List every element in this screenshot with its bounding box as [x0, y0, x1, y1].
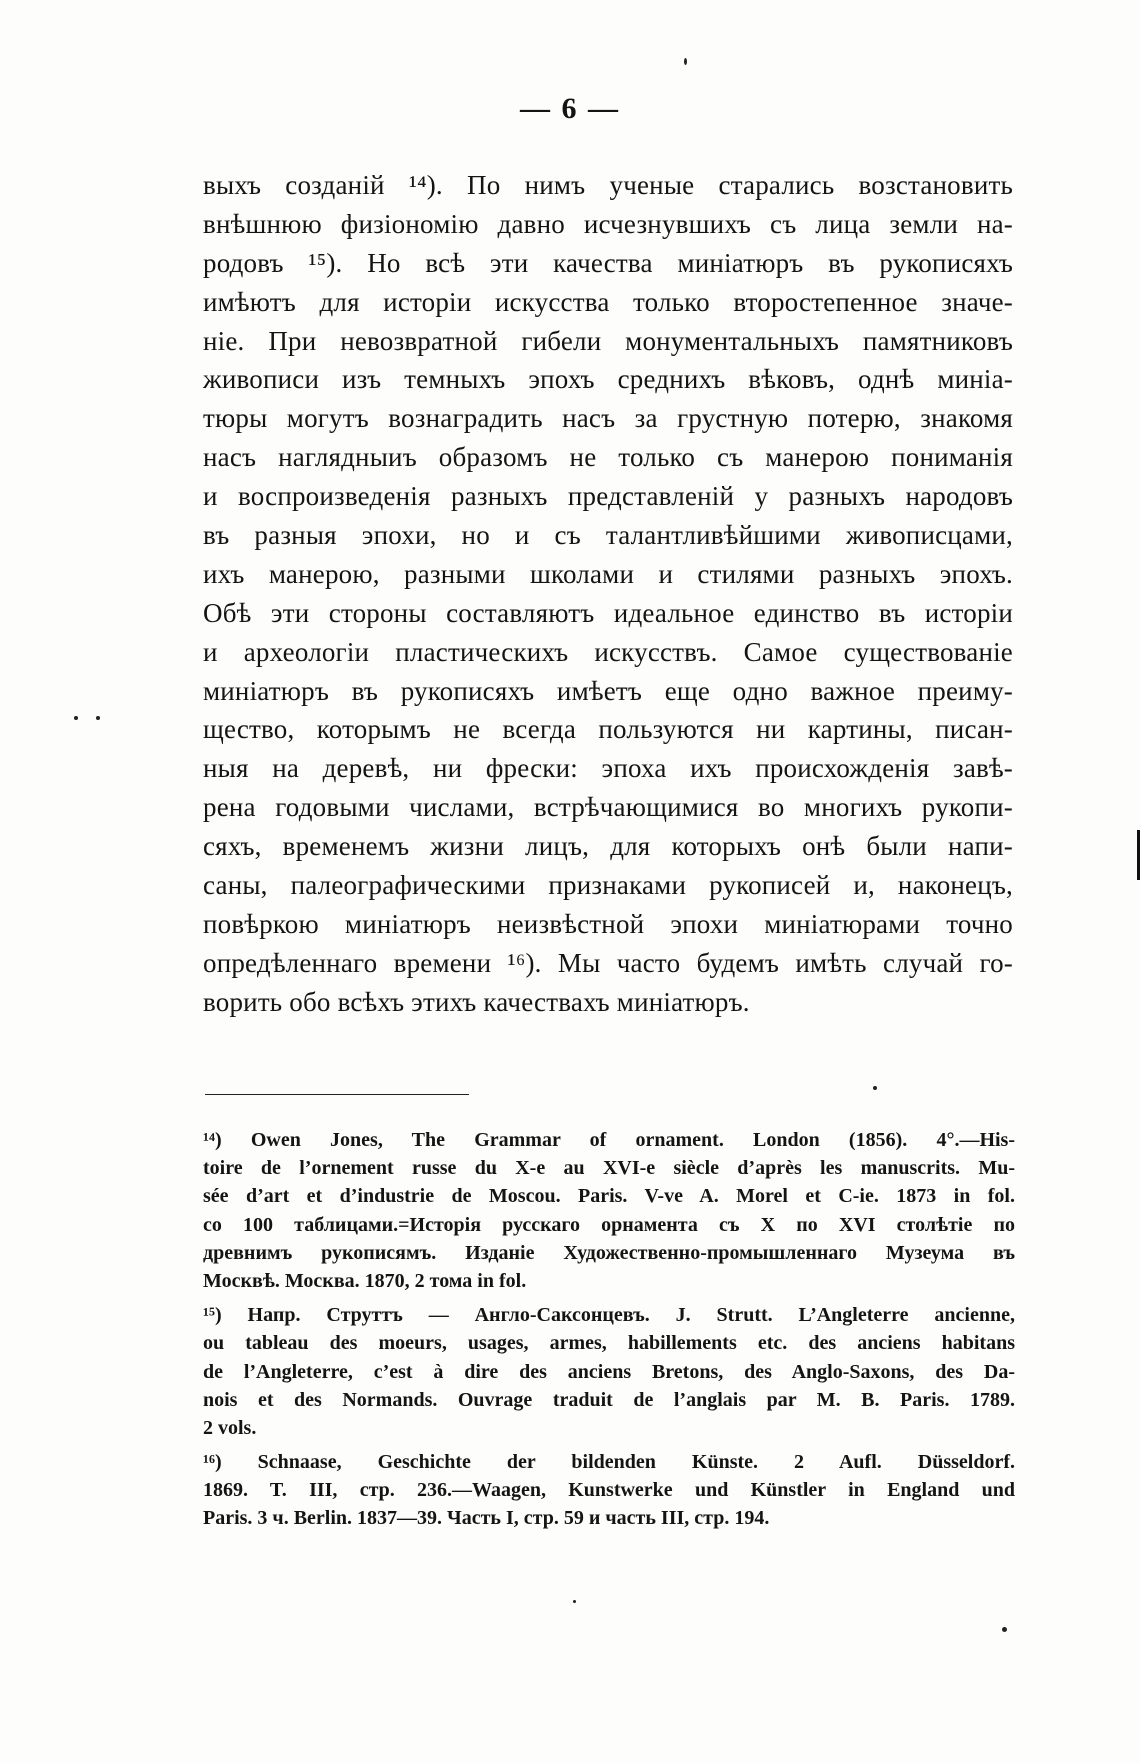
- body-line: щество, которымъ не всегда пользуются ни картины, писан-: [203, 714, 1013, 745]
- body-line: рена годовыми числами, встрѣчающимися во многихъ рукопи-: [203, 792, 1013, 823]
- footnote-line: ¹⁶) Schnaase, Geschichte der bildenden Künste. 2 Aufl. Düsseldorf.: [203, 1451, 1015, 1474]
- scan-speck: [74, 716, 78, 720]
- body-line: тюры могутъ вознаградить насъ за грустную потерю, знакомя: [203, 403, 1013, 434]
- body-line: ніе. При невозвратной гибели монументальныхъ памятниковъ: [203, 325, 1013, 356]
- body-line: въ разныя эпохи, но и съ талантливѣйшими живописцами,: [203, 520, 1013, 551]
- footnotes-block: [203, 1126, 1015, 1533]
- body-line: повѣркою миніатюръ неизвѣстной эпохи миніатюрами точно: [203, 908, 1013, 939]
- body-line: и воспроизведенія разныхъ представленій у разныхъ народовъ: [203, 481, 1013, 512]
- footnote-line: de l’Angleterre, c’est à dire des anciens Bretons, des Anglo-Saxons, des Da-: [203, 1360, 1015, 1383]
- body-line: ныя на деревѣ, ни фрески: эпоха ихъ происхожденія завѣ-: [203, 753, 1013, 784]
- scan-speck: [1002, 1627, 1007, 1632]
- body-line: выхъ созданій ¹⁴). По нимъ ученые старались возстановить: [203, 170, 1013, 200]
- body-line: Обѣ эти стороны составляютъ идеальное единство въ исторіи: [203, 597, 1013, 628]
- footnote-line: 1869. T. III, стр. 236.—Waagen, Kunstwerke und Künstler in England und: [203, 1479, 1015, 1502]
- body-line: внѣшнюю физіономію давно исчезнувшихъ съ лица земли на-: [203, 208, 1013, 239]
- body-line: ихъ манерою, разными школами и стилями разныхъ эпохъ.: [203, 558, 1013, 589]
- footnote-line: sée d’art et d’industrie de Moscou. Paris. V-ve A. Morel et C-ie. 1873 in fol.: [203, 1185, 1015, 1208]
- footnote-line: 2 vols.: [203, 1416, 257, 1439]
- scan-speck: [684, 58, 687, 65]
- footnote-line: ¹⁴) Owen Jones, The Grammar of ornament. London (1856). 4°.—His-: [203, 1129, 1015, 1151]
- footnote-line: Москвѣ. Москва. 1870, 2 тома in fol.: [203, 1269, 527, 1292]
- footnote-line: со 100 таблицами.=Исторія русскаго орнамента съ X по XVI столѣтіе по: [203, 1213, 1015, 1236]
- scan-speck: [96, 716, 100, 720]
- footnote-line: ou tableau des moeurs, usages, armes, habillements etc. des anciens habitans: [203, 1332, 1015, 1355]
- main-text-block: [203, 166, 1013, 1022]
- body-line: живописи изъ темныхъ эпохъ среднихъ вѣковъ, однѣ миніа-: [203, 364, 1013, 395]
- body-line: и археологіи пластическихъ искусствъ. Самое существованіе: [203, 636, 1013, 667]
- footnote-line: ¹⁵) Напр. Струттъ — Англо-Саксонцевъ. J. Strutt. L’Angleterre ancienne,: [203, 1304, 1015, 1327]
- body-line: опредѣленнаго времени ¹⁶). Мы часто будемъ имѣть случай го-: [203, 947, 1013, 978]
- footnote-line: nois et des Normands. Ouvrage traduit de l’anglais par M. B. Paris. 1789.: [203, 1388, 1015, 1411]
- scan-speck: [573, 1600, 576, 1603]
- body-line: саны, палеографическими признаками рукописей и, наконецъ,: [203, 870, 1013, 901]
- body-line: ворить обо всѣхъ этихъ качествахъ миніатюръ.: [203, 986, 750, 1017]
- footnote-line: древнимъ рукописямъ. Изданіе Художественно-промышленнаго Музеума въ: [203, 1241, 1015, 1264]
- page-number: — 6 —: [520, 92, 620, 125]
- footnote-line: Paris. 3 ч. Berlin. 1837—39. Часть I, стр. 59 и часть III, стр. 194.: [203, 1507, 770, 1530]
- body-line: насъ наглядныиъ образомъ не только съ манерою пониманія: [203, 442, 1013, 473]
- footnote-16: [203, 1448, 1015, 1533]
- body-line: родовъ ¹⁵). Но всѣ эти качества миніатюръ въ рукописяхъ: [203, 247, 1013, 278]
- footnote-15: [203, 1301, 1015, 1442]
- scan-speck: [873, 1086, 877, 1090]
- body-line: имѣютъ для исторіи искусства только второстепенное значе-: [203, 286, 1013, 317]
- footnote-line: toire de l’ornement russe du X-e au XVI-e siècle d’après les manuscrits. Mu-: [203, 1157, 1015, 1180]
- footnote-14: [203, 1126, 1015, 1295]
- body-line: миніатюръ въ рукописяхъ имѣетъ еще одно важное преиму-: [203, 675, 1013, 706]
- body-line: сяхъ, временемъ жизни лицъ, для которыхъ онѣ были напи-: [203, 831, 1013, 862]
- footnote-separator: [205, 1094, 469, 1095]
